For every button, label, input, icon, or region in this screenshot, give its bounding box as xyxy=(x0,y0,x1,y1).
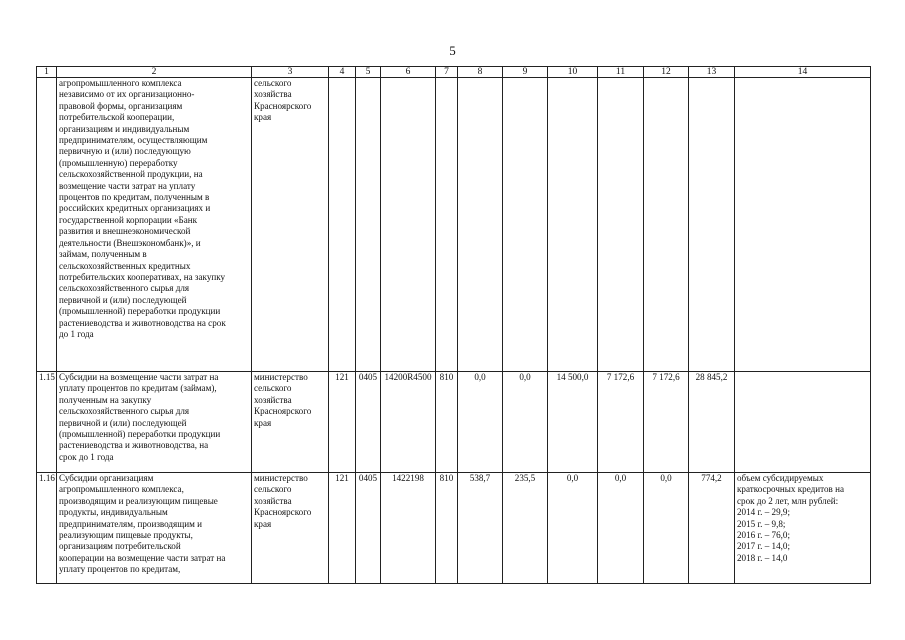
column-header: 7 xyxy=(436,67,458,78)
measure-name: агропромышленного комплекса независимо от их организационно- правовой формы, организациям потребительской кооперации, организациям и индивидуальным предпринимателям, осуществляющим первичную и (или) последующую (промышленную) переработку сельскохозяйственной продукции, на возмещение части затрат на уплату процентов по кредитам, полученным в российских кредитных организациях и государственной корпорации «Банк развития и внешнеэкономической деятельности (Внешэкономбанк)», и займам, полученным в сельскохозяйственных кредитных потребительских кооперативах, на закупку сельскохозяйственного сырья для первичной и (или) последующей (промышленной) переработки продукции растениеводства и животноводства на срок до 1 года xyxy=(57,78,252,372)
amount-col9 xyxy=(503,78,548,372)
amount-col11 xyxy=(598,78,644,372)
column-header: 2 xyxy=(57,67,252,78)
code-expense-type xyxy=(436,78,458,372)
program-table xyxy=(36,66,871,584)
column-header: 9 xyxy=(503,67,548,78)
table-row xyxy=(37,372,871,473)
amount-col11: 0,0 xyxy=(598,473,644,584)
column-header: 11 xyxy=(598,67,644,78)
measure-name: Субсидии организациям агропромышленного комплекса, производящим и реализующим пищевые продукты, индивидуальным предпринимателям, производящим и реализующим пищевые продукты, организациям потребительской кооперации на возмещение части затрат на уплату процентов по кредитам, xyxy=(57,473,252,584)
code-expense-type: 810 xyxy=(436,372,458,473)
amount-col11: 7 172,6 xyxy=(598,372,644,473)
amount-col8: 0,0 xyxy=(458,372,503,473)
code-expense-type: 810 xyxy=(436,473,458,584)
code-target xyxy=(381,78,436,372)
code-grbs: 121 xyxy=(329,473,356,584)
measure-name: Субсидии на возмещение части затрат на уплату процентов по кредитам (займам), полученным на закупку сельскохозяйственного сырья для первичной и (или) последующей (промышленной) переработки продукции растениеводства и животноводства, на срок до 1 года xyxy=(57,372,252,473)
code-section: 0405 xyxy=(356,372,381,473)
column-header: 8 xyxy=(458,67,503,78)
amount-col10: 14 500,0 xyxy=(548,372,598,473)
amount-col8: 538,7 xyxy=(458,473,503,584)
expected-result: объем субсидируемых краткосрочных кредитов на срок до 2 лет, млн рублей: 2014 г. – 29,9; 2015 г. – 9,8; 2016 г. – 76,0; 2017 г. – 14,0; 2018 г. – 14,0 xyxy=(735,473,871,584)
responsible-agency: сельского хозяйства Красноярского края xyxy=(252,78,329,372)
column-header: 13 xyxy=(689,67,735,78)
code-target: 14200R4500 xyxy=(381,372,436,473)
amount-col10: 0,0 xyxy=(548,473,598,584)
amount-total: 774,2 xyxy=(689,473,735,584)
column-header: 6 xyxy=(381,67,436,78)
column-header: 4 xyxy=(329,67,356,78)
amount-total: 28 845,2 xyxy=(689,372,735,473)
responsible-agency: министерство сельского хозяйства Красноярского края xyxy=(252,372,329,473)
column-header: 12 xyxy=(644,67,689,78)
expected-result xyxy=(735,78,871,372)
table-row xyxy=(37,78,871,372)
column-header: 14 xyxy=(735,67,871,78)
column-header: 1 xyxy=(37,67,57,78)
amount-col12: 0,0 xyxy=(644,473,689,584)
row-number xyxy=(37,78,57,372)
amount-col10 xyxy=(548,78,598,372)
column-header: 5 xyxy=(356,67,381,78)
amount-col9: 235,5 xyxy=(503,473,548,584)
column-header: 10 xyxy=(548,67,598,78)
amount-col8 xyxy=(458,78,503,372)
row-number: 1.16 xyxy=(37,473,57,584)
column-header: 3 xyxy=(252,67,329,78)
amount-col12 xyxy=(644,78,689,372)
amount-col9: 0,0 xyxy=(503,372,548,473)
amount-total xyxy=(689,78,735,372)
expected-result xyxy=(735,372,871,473)
responsible-agency: министерство сельского хозяйства Красноярского края xyxy=(252,473,329,584)
code-section xyxy=(356,78,381,372)
header-row xyxy=(37,67,871,78)
row-number: 1.15 xyxy=(37,372,57,473)
table-row xyxy=(37,473,871,584)
amount-col12: 7 172,6 xyxy=(644,372,689,473)
code-grbs: 121 xyxy=(329,372,356,473)
page-number: 5 xyxy=(449,43,456,58)
code-target: 1422198 xyxy=(381,473,436,584)
code-section: 0405 xyxy=(356,473,381,584)
code-grbs xyxy=(329,78,356,372)
